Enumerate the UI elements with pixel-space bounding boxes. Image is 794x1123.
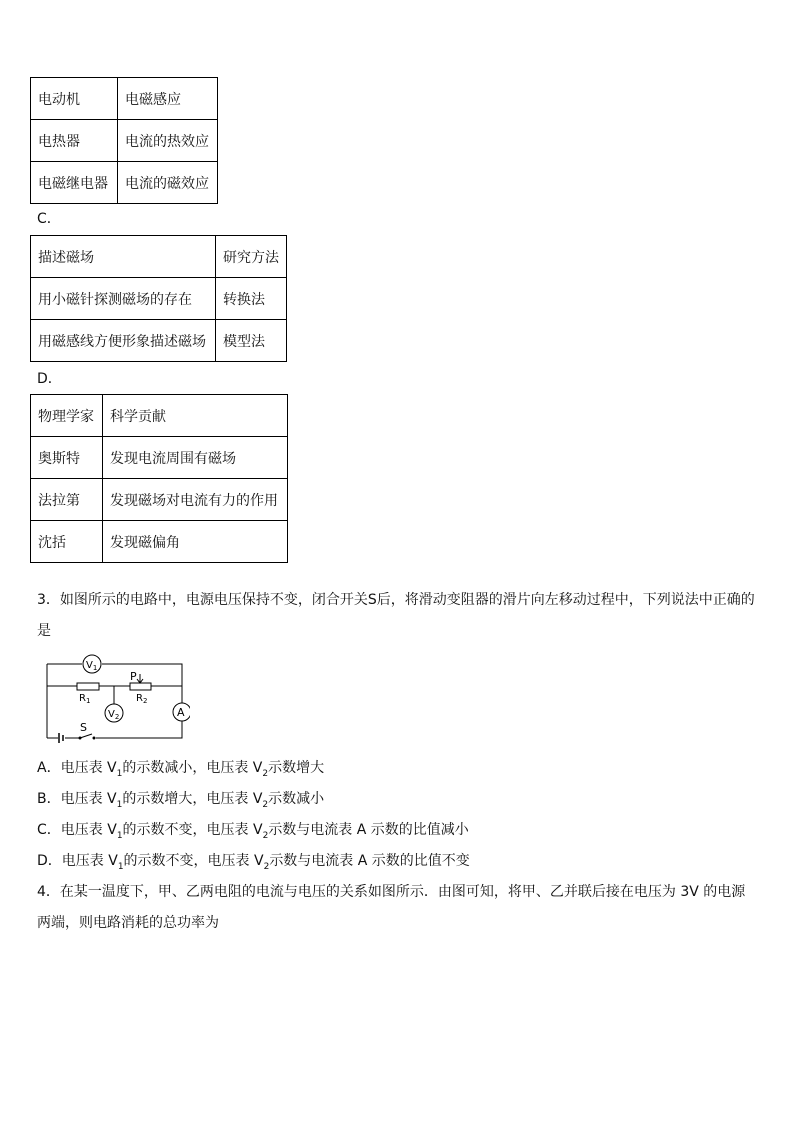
table-row [31,278,287,320]
option-d-label: D． [37,371,62,387]
svg-text:R2: $R_2$ [136,693,148,705]
table-option-d [30,394,288,563]
question-3-text: 3．如图所示的电路中，电源电压保持不变，闭合开关S后，将滑动变阻器的滑片向左移动过程中，下列说法中正确的是 [37,592,755,639]
svg-text:R1: $R_1$ [79,693,91,705]
table-cell: 电流的磁效应 [118,162,218,204]
answer-option-c: C．电压表 $V_1$的示数不变，电压表 $V_2$示数与电流表 A 示数的比值减小 [37,822,469,841]
table-cell: 奥斯特 [31,437,103,479]
switch-icon [80,734,92,738]
resistor-r1-icon [77,683,99,690]
table-row [31,162,218,204]
table-cell: 转换法 [216,278,287,320]
table-row [31,395,288,437]
svg-text:V2: $V_2$ [108,709,120,721]
rheostat-r2-icon [130,683,151,690]
answer-option-a: A．电压表 $V_1$的示数减小，电压表 $V_2$示数增大 [37,760,325,779]
answer-option-d: D．电压表 $V_1$的示数不变，电压表 $V_2$示数与电流表 A 示数的比值不变 [37,853,470,872]
table-cell: 电热器 [31,120,118,162]
table-cell: 用磁感线方便形象描述磁场 [31,320,216,362]
circuit-diagram [40,652,190,744]
table-cell: 电流的热效应 [118,120,218,162]
option-c-label: C． [37,211,61,227]
table-row [31,479,288,521]
table-cell: 发现电流周围有磁场 [103,437,288,479]
table-cell: 发现磁偏角 [103,521,288,563]
table-row [31,78,218,120]
table-cell: 科学贡献 [103,395,288,437]
table-option-c [30,235,287,362]
table-cell: 研究方法 [216,236,287,278]
table-cell: 电动机 [31,78,118,120]
battery-icon [59,733,63,743]
table-cell: 法拉第 [31,479,103,521]
question-4-text: 4．在某一温度下，甲、乙两电阻的电流与电压的关系如图所示．由图可知，将甲、乙并联后接在电压为 3V 的电源两端，则电路消耗的总功率为 [37,884,746,931]
table-row [31,236,287,278]
slider-arrow-icon [137,674,143,683]
table-cell: 电磁感应 [118,78,218,120]
table-cell: 沈括 [31,521,103,563]
svg-text:S: S [80,721,87,734]
table-row [31,437,288,479]
svg-text:A: A [177,706,185,719]
table-option-b [30,77,218,204]
svg-text:P: P [130,670,137,683]
svg-text:V1: $V_1$ [86,660,98,672]
table-cell: 物理学家 [31,395,103,437]
answer-option-b: B．电压表 $V_1$的示数增大，电压表 $V_2$示数减小 [37,791,325,810]
table-row [31,120,218,162]
table-cell: 用小磁针探测磁场的存在 [31,278,216,320]
table-cell: 描述磁场 [31,236,216,278]
table-row [31,521,288,563]
table-cell: 模型法 [216,320,287,362]
table-cell: 电磁继电器 [31,162,118,204]
table-row [31,320,287,362]
table-cell: 发现磁场对电流有力的作用 [103,479,288,521]
